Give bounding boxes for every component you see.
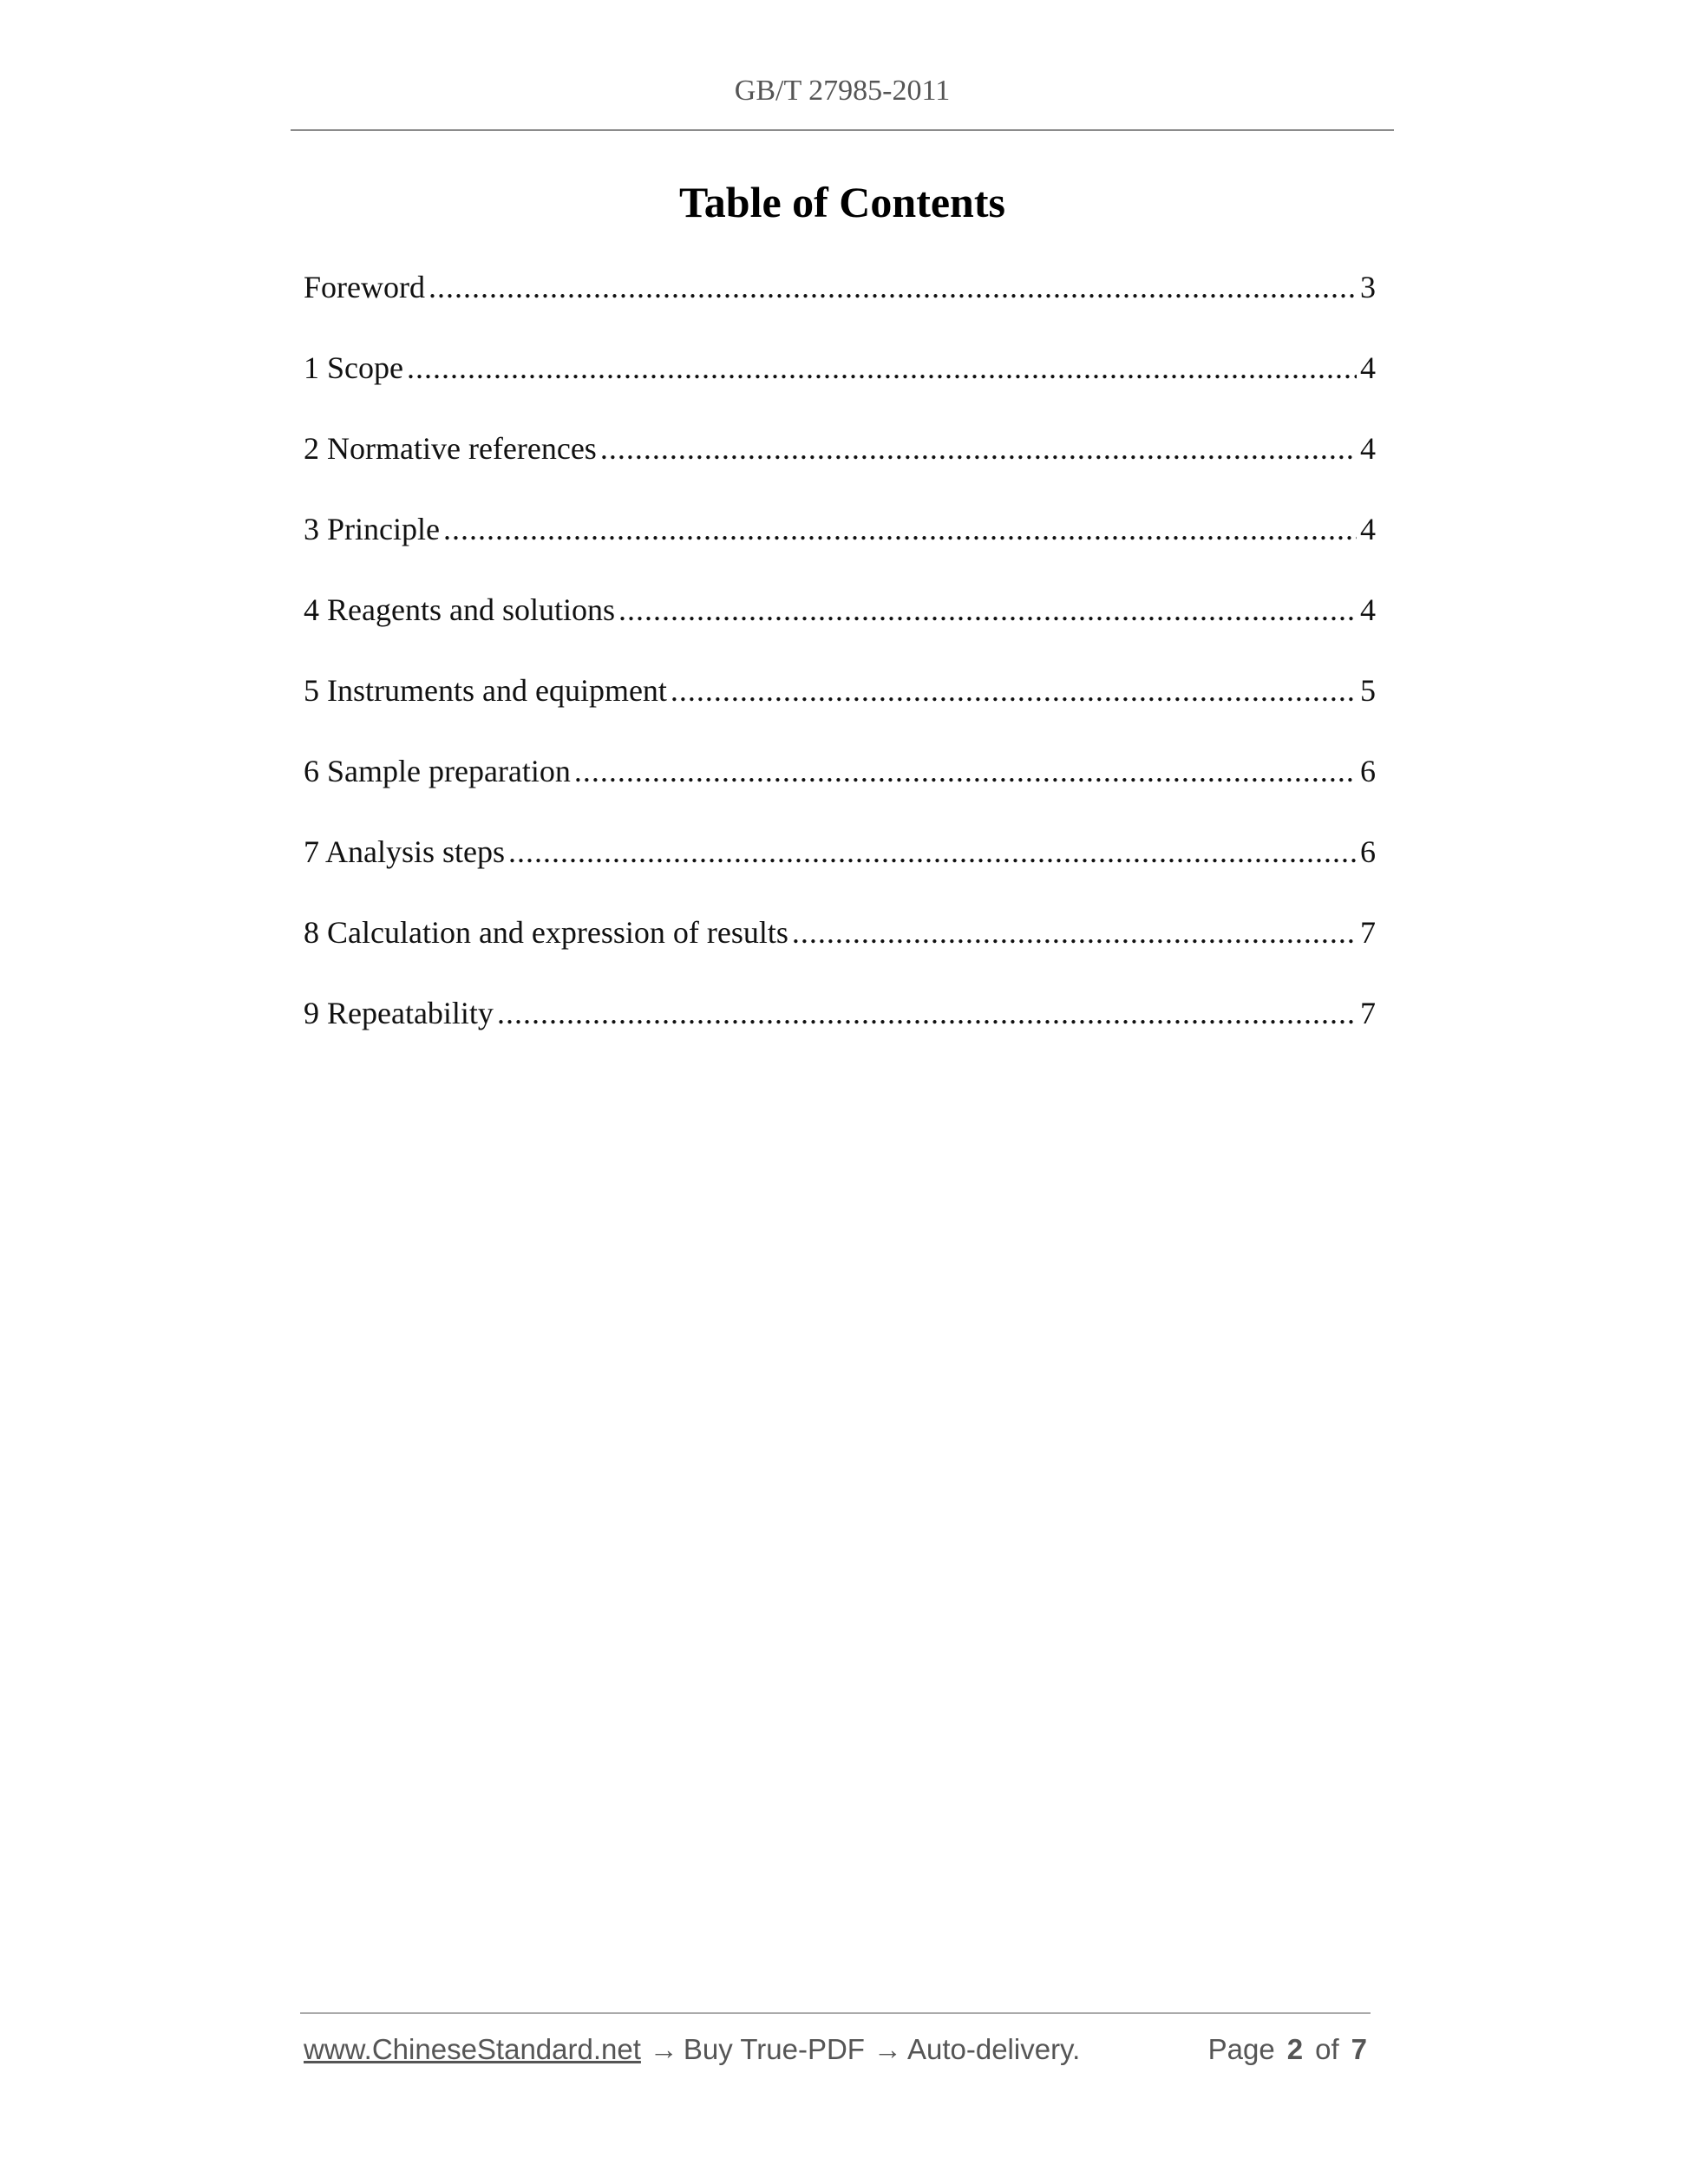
toc-entry-label: 8 Calculation and expression of results xyxy=(304,915,788,950)
buy-pdf-text: Buy True-PDF xyxy=(683,2033,865,2065)
page-of-word: of xyxy=(1315,2033,1339,2065)
dot-leader xyxy=(792,906,1357,959)
page-current-number: 2 xyxy=(1286,2033,1304,2065)
toc-entry-page: 6 xyxy=(1360,754,1376,788)
page-total-number: 7 xyxy=(1351,2033,1367,2065)
auto-delivery-text: Auto-delivery. xyxy=(906,2033,1081,2065)
toc-entry-page: 5 xyxy=(1360,673,1376,708)
toc-entry-page: 7 xyxy=(1360,915,1376,950)
toc-title: Table of Contents xyxy=(679,178,1005,226)
toc-entry-label: 6 Sample preparation xyxy=(304,754,571,788)
toc-entry-normative-references[interactable] xyxy=(304,422,1376,502)
toc-entry-page: 4 xyxy=(1360,512,1376,546)
page-word: Page xyxy=(1207,2033,1275,2065)
toc-entry-label: 2 Normative references xyxy=(304,431,597,466)
table-of-contents xyxy=(304,260,1376,1067)
toc-entry-calculation[interactable] xyxy=(304,906,1376,986)
dot-leader xyxy=(574,744,1357,798)
document-code-header: GB/T 27985-2011 xyxy=(734,75,951,107)
toc-entry-label: 3 Principle xyxy=(304,512,440,546)
toc-entry-label: 9 Repeatability xyxy=(304,996,494,1030)
toc-entry-label: 1 Scope xyxy=(304,350,403,385)
footer-promo xyxy=(304,2033,1080,2066)
toc-entry-sample-preparation[interactable] xyxy=(304,744,1376,825)
dot-leader xyxy=(618,583,1357,637)
dot-leader xyxy=(508,825,1357,879)
toc-entry-label: 7 Analysis steps xyxy=(304,834,506,869)
toc-entry-instruments[interactable] xyxy=(304,664,1376,744)
toc-entry-label: 4 Reagents and solutions xyxy=(304,592,615,627)
dot-leader xyxy=(671,664,1357,717)
page-footer xyxy=(304,2033,1371,2073)
right-arrow-icon: → xyxy=(649,2033,678,2065)
page-indicator xyxy=(1208,2033,1367,2066)
dot-leader xyxy=(497,986,1357,1040)
header-divider xyxy=(291,129,1394,131)
toc-entry-repeatability[interactable] xyxy=(304,986,1376,1067)
toc-entry-label: 5 Instruments and equipment xyxy=(304,673,667,708)
toc-entry-foreword[interactable] xyxy=(304,260,1376,341)
toc-entry-analysis-steps[interactable] xyxy=(304,825,1376,906)
dot-leader xyxy=(443,502,1357,556)
toc-entry-page: 3 xyxy=(1360,270,1376,304)
toc-entry-page: 4 xyxy=(1360,592,1376,627)
toc-entry-page: 7 xyxy=(1360,996,1376,1030)
footer-divider xyxy=(300,2012,1371,2014)
toc-entry-principle[interactable] xyxy=(304,502,1376,583)
toc-entry-reagents[interactable] xyxy=(304,583,1376,664)
toc-entry-page: 4 xyxy=(1360,431,1376,466)
website-link[interactable]: www.ChineseStandard.net xyxy=(304,2033,641,2065)
toc-entry-label: Foreword xyxy=(304,270,425,304)
right-arrow-icon: → xyxy=(873,2033,902,2065)
toc-entry-page: 6 xyxy=(1360,834,1376,869)
dot-leader xyxy=(600,422,1357,475)
dot-leader xyxy=(407,341,1357,395)
dot-leader xyxy=(429,260,1357,314)
toc-entry-scope[interactable] xyxy=(304,341,1376,422)
toc-entry-page: 4 xyxy=(1360,350,1376,385)
